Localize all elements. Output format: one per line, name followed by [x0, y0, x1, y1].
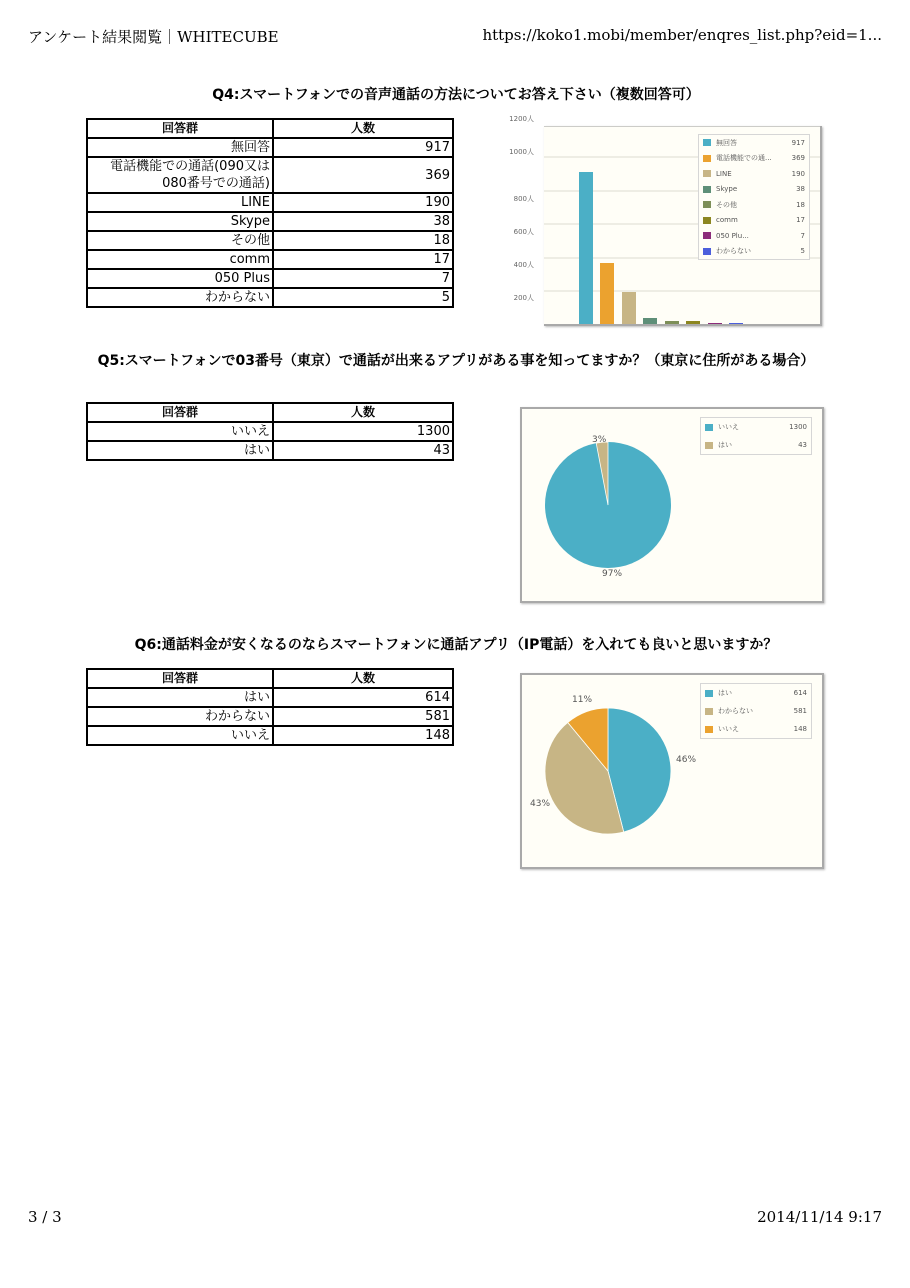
pct-label: 3%	[592, 435, 607, 445]
y-tick: 1000人	[509, 148, 534, 156]
answer-label: その他	[87, 231, 273, 250]
legend-swatch	[703, 139, 711, 146]
table-row	[87, 231, 453, 250]
table-row	[87, 707, 453, 726]
table-row	[87, 157, 453, 193]
table-row	[87, 193, 453, 212]
y-tick: 400人	[513, 261, 534, 269]
legend-swatch	[703, 217, 711, 224]
table-row	[87, 422, 453, 441]
answer-label: LINE	[87, 193, 273, 212]
q5-results-table	[86, 402, 454, 461]
answer-count: 369	[273, 157, 453, 193]
column-header-count: 人数	[273, 669, 453, 688]
table-row	[87, 726, 453, 745]
table-row	[87, 212, 453, 231]
legend-swatch	[703, 155, 711, 162]
legend-swatch	[705, 690, 713, 697]
y-tick: 600人	[513, 228, 534, 236]
legend-item: その他 18	[699, 197, 809, 213]
legend-item: 無回答 917	[699, 135, 809, 151]
column-header-count: 人数	[273, 403, 453, 422]
legend-item: 電話機能での通... 369	[699, 151, 809, 167]
table-row	[87, 688, 453, 707]
legend-swatch	[705, 442, 713, 449]
answer-count: 18	[273, 231, 453, 250]
answer-count: 5	[273, 288, 453, 307]
legend-swatch	[705, 708, 713, 715]
answer-count: 614	[273, 688, 453, 707]
column-header-answer: 回答群	[87, 119, 273, 138]
answer-label: わからない	[87, 707, 273, 726]
table-row	[87, 250, 453, 269]
pct-label: 43%	[530, 799, 551, 809]
legend-item: LINE 190	[699, 166, 809, 182]
pct-label: 97%	[602, 569, 623, 579]
answer-label: いいえ	[87, 726, 273, 745]
answer-count: 7	[273, 269, 453, 288]
answer-label: 無回答	[87, 138, 273, 157]
print-timestamp: 2014/11/14 9:17	[757, 1208, 882, 1226]
legend-item: わからない 581	[701, 702, 811, 720]
answer-count: 148	[273, 726, 453, 745]
y-tick: 800人	[513, 195, 534, 203]
answer-count: 917	[273, 138, 453, 157]
legend-swatch	[703, 201, 711, 208]
pct-label: 11%	[572, 695, 593, 705]
legend-swatch	[703, 232, 711, 239]
table-header-row	[87, 669, 453, 688]
answer-count: 581	[273, 707, 453, 726]
column-header-count: 人数	[273, 119, 453, 138]
y-tick: 1200人	[509, 115, 534, 123]
legend-swatch	[705, 424, 713, 431]
table-row	[87, 288, 453, 307]
q6-results-table	[86, 668, 454, 746]
q5-title: Q5:スマートフォンで03番号（東京）で通話が出来るアプリがある事を知ってますか？（東京に住所がある場合）	[97, 353, 815, 369]
answer-count: 1300	[273, 422, 453, 441]
q6-pie-chart	[520, 673, 824, 869]
q5-pie-chart	[520, 407, 824, 603]
answer-label: はい	[87, 688, 273, 707]
legend-item: わからない 5	[699, 244, 809, 260]
page-url: https://koko1.mobi/member/enqres_list.php?eid=1...	[482, 26, 882, 44]
legend-item: 050 Plu... 7	[699, 228, 809, 244]
answer-count: 190	[273, 193, 453, 212]
answer-label: 電話機能での通話(090又は080番号での通話)	[87, 157, 273, 193]
pie-legend	[700, 417, 812, 455]
table-header-row	[87, 119, 453, 138]
table-header-row	[87, 403, 453, 422]
legend-swatch	[703, 186, 711, 193]
answer-count: 43	[273, 441, 453, 460]
pie-legend	[700, 683, 812, 739]
bar-chart-plot-area	[544, 126, 822, 326]
answer-label: はい	[87, 441, 273, 460]
page-number: 3 / 3	[28, 1208, 62, 1226]
legend-item: いいえ 148	[701, 720, 811, 738]
q6-title: Q6:通話料金が安くなるのならスマートフォンに通話アプリ（IP電話）を入れても良いと思いますか？	[134, 637, 778, 653]
answer-label: 050 Plus	[87, 269, 273, 288]
legend-swatch	[703, 248, 711, 255]
legend-item: いいえ 1300	[701, 418, 811, 436]
table-row	[87, 441, 453, 460]
pct-label: 46%	[676, 755, 697, 765]
legend-item: comm 17	[699, 213, 809, 229]
q4-results-table	[86, 118, 454, 308]
legend-item: はい 43	[701, 436, 811, 454]
legend-item: はい 614	[701, 684, 811, 702]
answer-count: 38	[273, 212, 453, 231]
answer-count: 17	[273, 250, 453, 269]
answer-label: comm	[87, 250, 273, 269]
table-row	[87, 138, 453, 157]
page-title: アンケート結果閲覧｜WHITECUBE	[28, 28, 279, 46]
answer-label: わからない	[87, 288, 273, 307]
answer-label: Skype	[87, 212, 273, 231]
q4-title: Q4:スマートフォンでの音声通話の方法についてお答え下さい（複数回答可）	[212, 87, 700, 103]
legend-swatch	[705, 726, 713, 733]
q4-bar-chart	[500, 114, 830, 332]
column-header-answer: 回答群	[87, 669, 273, 688]
y-tick: 200人	[513, 294, 534, 302]
legend-swatch	[703, 170, 711, 177]
column-header-answer: 回答群	[87, 403, 273, 422]
table-row	[87, 269, 453, 288]
answer-label: いいえ	[87, 422, 273, 441]
legend-item: Skype 38	[699, 182, 809, 198]
bar-chart-legend	[698, 134, 810, 260]
